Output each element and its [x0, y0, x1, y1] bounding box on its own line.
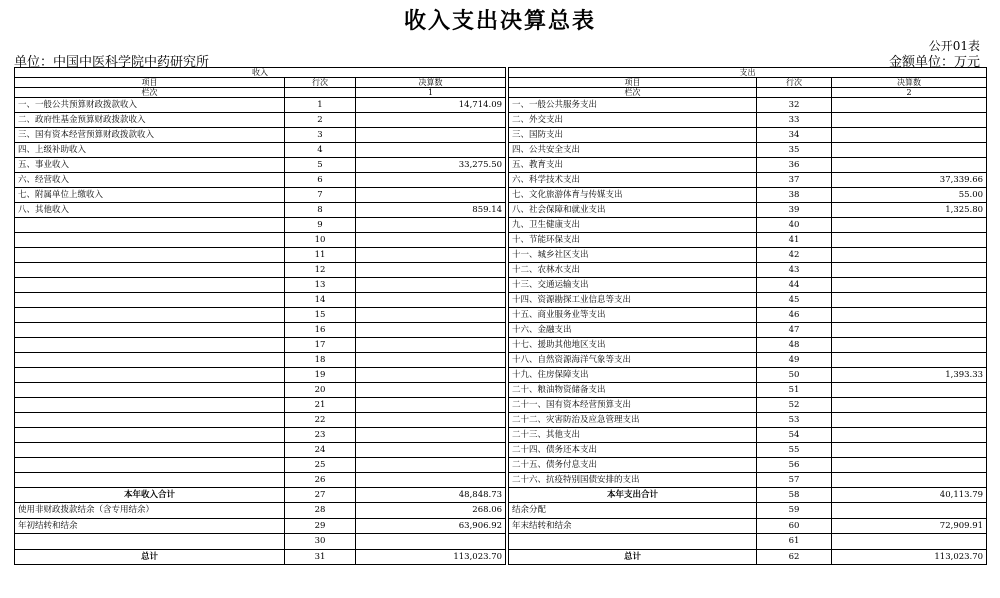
expense-amount	[832, 458, 987, 473]
expense-item: 三、国防支出	[509, 128, 757, 143]
income-item	[15, 323, 285, 338]
income-amount	[356, 293, 506, 308]
expense-amount	[832, 503, 987, 518]
expense-line-no: 32	[757, 98, 832, 113]
expense-item: 一、一般公共服务支出	[509, 98, 757, 113]
expense-line-no: 59	[757, 503, 832, 518]
income-amount	[356, 173, 506, 188]
expense-section-header: 支出	[509, 68, 987, 78]
expense-line-no: 52	[757, 398, 832, 413]
income-amount	[356, 113, 506, 128]
expense-line-no: 61	[757, 534, 832, 549]
income-item	[15, 428, 285, 443]
expense-amount	[832, 534, 987, 549]
income-summary-item: 本年收入合计	[15, 488, 285, 503]
expense-amount	[832, 98, 987, 113]
expense-summary-item: 年末结转和结余	[509, 518, 757, 533]
income-col-label: 栏次	[15, 88, 285, 98]
expense-line-no: 62	[757, 549, 832, 564]
table-row	[15, 128, 987, 143]
expense-line-no: 38	[757, 188, 832, 203]
expense-line-no: 43	[757, 263, 832, 278]
expense-amount	[832, 443, 987, 458]
expense-line-no: 44	[757, 278, 832, 293]
expense-line-no: 57	[757, 473, 832, 488]
expense-item: 二十四、债务还本支出	[509, 443, 757, 458]
reporting-unit: 单位：中国中医科学院中药研究所	[14, 55, 210, 70]
expense-line-no: 45	[757, 293, 832, 308]
expense-amount	[832, 158, 987, 173]
income-item: 二、政府性基金预算财政拨款收入	[15, 113, 285, 128]
expense-item: 十五、商业服务业等支出	[509, 308, 757, 323]
income-amount	[356, 248, 506, 263]
income-col-empty	[285, 88, 356, 98]
income-line-no: 29	[285, 518, 356, 533]
income-line-no: 17	[285, 338, 356, 353]
income-amount	[356, 308, 506, 323]
table-row	[15, 113, 987, 128]
income-line-no: 31	[285, 549, 356, 564]
expense-item: 二十二、灾害防治及应急管理支出	[509, 413, 757, 428]
income-line-no: 28	[285, 503, 356, 518]
expense-item: 十二、农林水支出	[509, 263, 757, 278]
expense-line-no: 55	[757, 443, 832, 458]
table-row	[15, 218, 987, 233]
table-row	[15, 338, 987, 353]
income-item: 七、附属单位上缴收入	[15, 188, 285, 203]
expense-item: 二十六、抗疫特别国债安排的支出	[509, 473, 757, 488]
summary-row	[15, 488, 987, 503]
expense-line-no: 48	[757, 338, 832, 353]
income-item	[15, 383, 285, 398]
expense-line-no: 34	[757, 128, 832, 143]
income-line-no: 24	[285, 443, 356, 458]
income-line-no: 6	[285, 173, 356, 188]
income-line-no: 3	[285, 128, 356, 143]
summary-row	[15, 518, 987, 533]
expense-amount: 113,023.70	[832, 549, 987, 564]
expense-col-empty	[757, 88, 832, 98]
income-section-header: 收入	[15, 68, 506, 78]
expense-amount	[832, 263, 987, 278]
expense-amount	[832, 233, 987, 248]
income-line-no: 13	[285, 278, 356, 293]
table-row	[15, 203, 987, 218]
income-summary-item: 使用非财政拨款结余（含专用结余）	[15, 503, 285, 518]
table-row	[15, 353, 987, 368]
expense-line-no: 51	[757, 383, 832, 398]
expense-item: 十九、住房保障支出	[509, 368, 757, 383]
income-item	[15, 263, 285, 278]
expense-item: 七、文化旅游体育与传媒支出	[509, 188, 757, 203]
income-line-no: 8	[285, 203, 356, 218]
income-line-no: 18	[285, 353, 356, 368]
income-line-no: 15	[285, 308, 356, 323]
income-item-header: 项目	[15, 78, 285, 88]
summary-row	[15, 549, 987, 564]
expense-line-no: 49	[757, 353, 832, 368]
expense-summary-item: 总计	[509, 549, 757, 564]
income-item: 四、上级补助收入	[15, 143, 285, 158]
expense-item: 五、教育支出	[509, 158, 757, 173]
table-row	[15, 278, 987, 293]
expense-amount	[832, 248, 987, 263]
income-amount	[356, 443, 506, 458]
expense-amount	[832, 398, 987, 413]
income-amount	[356, 398, 506, 413]
amount-unit: 金额单位：万元	[888, 55, 980, 70]
income-item: 一、一般公共预算财政拨款收入	[15, 98, 285, 113]
expense-col-index: 2	[832, 88, 987, 98]
income-item	[15, 473, 285, 488]
table-row	[15, 143, 987, 158]
expense-amount	[832, 353, 987, 368]
expense-line-no: 50	[757, 368, 832, 383]
expense-line-no: 54	[757, 428, 832, 443]
expense-line-no: 37	[757, 173, 832, 188]
expense-amount	[832, 413, 987, 428]
expense-line-no: 39	[757, 203, 832, 218]
expense-amount: 1,393.33	[832, 368, 987, 383]
income-line-no: 10	[285, 233, 356, 248]
income-amount	[356, 233, 506, 248]
expense-amount	[832, 383, 987, 398]
column-index-row	[15, 88, 987, 98]
income-amount: 63,906.92	[356, 518, 506, 533]
income-line-no: 20	[285, 383, 356, 398]
table-row	[15, 383, 987, 398]
table-row	[15, 263, 987, 278]
income-line-no: 16	[285, 323, 356, 338]
expense-amount	[832, 473, 987, 488]
income-line-no: 23	[285, 428, 356, 443]
expense-line-no: 36	[757, 158, 832, 173]
table-row	[15, 158, 987, 173]
form-code: 公开01表	[928, 39, 980, 53]
expense-item-header: 项目	[509, 78, 757, 88]
income-item	[15, 353, 285, 368]
income-item	[15, 458, 285, 473]
table-row	[15, 188, 987, 203]
expense-amount	[832, 128, 987, 143]
income-amount-header: 决算数	[356, 78, 506, 88]
income-item	[15, 413, 285, 428]
expense-col-label: 栏次	[509, 88, 757, 98]
expense-amount: 40,113.79	[832, 488, 987, 503]
expense-item: 八、社会保障和就业支出	[509, 203, 757, 218]
expense-line-no: 47	[757, 323, 832, 338]
expense-item: 九、卫生健康支出	[509, 218, 757, 233]
income-line-header: 行次	[285, 78, 356, 88]
table-row	[15, 458, 987, 473]
income-amount	[356, 263, 506, 278]
expense-item: 十四、资源勘探工业信息等支出	[509, 293, 757, 308]
expense-line-no: 53	[757, 413, 832, 428]
income-item: 五、事业收入	[15, 158, 285, 173]
income-amount	[356, 143, 506, 158]
income-line-no: 7	[285, 188, 356, 203]
table-row	[15, 428, 987, 443]
income-item	[15, 248, 285, 263]
expense-line-no: 60	[757, 518, 832, 533]
page-title: 收入支出决算总表	[403, 9, 596, 34]
expense-item: 十八、自然资源海洋气象等支出	[509, 353, 757, 368]
income-line-no: 2	[285, 113, 356, 128]
expense-item: 十、节能环保支出	[509, 233, 757, 248]
income-line-no: 5	[285, 158, 356, 173]
table-row	[15, 173, 987, 188]
income-item: 六、经营收入	[15, 173, 285, 188]
income-amount	[356, 338, 506, 353]
expense-summary-item: 本年支出合计	[509, 488, 757, 503]
expense-line-no: 58	[757, 488, 832, 503]
table-row	[15, 248, 987, 263]
section-header-row	[15, 68, 987, 78]
income-amount	[356, 458, 506, 473]
expense-item: 四、公共安全支出	[509, 143, 757, 158]
expense-amount: 1,325.80	[832, 203, 987, 218]
income-col-index: 1	[356, 88, 506, 98]
income-line-no: 27	[285, 488, 356, 503]
income-summary-item	[15, 534, 285, 549]
summary-row	[15, 503, 987, 518]
table-row	[15, 98, 987, 113]
expense-amount: 55.00	[832, 188, 987, 203]
expense-amount	[832, 338, 987, 353]
income-item	[15, 368, 285, 383]
expense-item: 二十、粮油物资储备支出	[509, 383, 757, 398]
expense-line-no: 56	[757, 458, 832, 473]
expense-item: 二十三、其他支出	[509, 428, 757, 443]
income-line-no: 4	[285, 143, 356, 158]
income-line-no: 21	[285, 398, 356, 413]
expense-line-no: 33	[757, 113, 832, 128]
table-row	[15, 398, 987, 413]
income-amount: 268.06	[356, 503, 506, 518]
income-amount	[356, 218, 506, 233]
income-amount: 33,275.50	[356, 158, 506, 173]
table-row	[15, 443, 987, 458]
income-amount: 14,714.09	[356, 98, 506, 113]
income-amount: 113,023.70	[356, 549, 506, 564]
income-line-no: 11	[285, 248, 356, 263]
expense-summary-item	[509, 534, 757, 549]
expense-item: 十三、交通运输支出	[509, 278, 757, 293]
expense-amount: 72,909.91	[832, 518, 987, 533]
expense-item: 二十五、债务付息支出	[509, 458, 757, 473]
expense-item: 十七、援助其他地区支出	[509, 338, 757, 353]
expense-item: 二、外交支出	[509, 113, 757, 128]
expense-amount-header: 决算数	[832, 78, 987, 88]
table-row	[15, 293, 987, 308]
expense-item: 六、科学技术支出	[509, 173, 757, 188]
expense-line-header: 行次	[757, 78, 832, 88]
income-amount	[356, 128, 506, 143]
table-row	[15, 368, 987, 383]
income-line-no: 14	[285, 293, 356, 308]
income-summary-item: 年初结转和结余	[15, 518, 285, 533]
expense-amount	[832, 278, 987, 293]
income-line-no: 30	[285, 534, 356, 549]
income-amount	[356, 323, 506, 338]
expense-amount	[832, 143, 987, 158]
table-row	[15, 308, 987, 323]
income-amount	[356, 534, 506, 549]
income-item	[15, 443, 285, 458]
expense-amount: 37,339.66	[832, 173, 987, 188]
expense-amount	[832, 428, 987, 443]
table-row	[15, 413, 987, 428]
income-line-no: 26	[285, 473, 356, 488]
expense-item: 十一、城乡社区支出	[509, 248, 757, 263]
income-line-no: 22	[285, 413, 356, 428]
income-item	[15, 218, 285, 233]
income-amount	[356, 428, 506, 443]
income-item: 八、其他收入	[15, 203, 285, 218]
income-line-no: 1	[285, 98, 356, 113]
income-item	[15, 278, 285, 293]
income-item	[15, 293, 285, 308]
table-row	[15, 233, 987, 248]
income-amount	[356, 188, 506, 203]
table-row	[15, 323, 987, 338]
income-item	[15, 308, 285, 323]
expense-amount	[832, 323, 987, 338]
expense-amount	[832, 308, 987, 323]
income-amount: 48,848.73	[356, 488, 506, 503]
income-expense-table	[14, 67, 987, 565]
income-item	[15, 338, 285, 353]
expense-line-no: 35	[757, 143, 832, 158]
column-header-row	[15, 78, 987, 88]
income-line-no: 25	[285, 458, 356, 473]
income-line-no: 9	[285, 218, 356, 233]
income-item	[15, 398, 285, 413]
table-row	[15, 473, 987, 488]
income-amount	[356, 383, 506, 398]
income-amount	[356, 368, 506, 383]
expense-line-no: 40	[757, 218, 832, 233]
income-amount: 859.14	[356, 203, 506, 218]
income-line-no: 19	[285, 368, 356, 383]
summary-row	[15, 534, 987, 549]
income-item	[15, 233, 285, 248]
income-amount	[356, 353, 506, 368]
income-line-no: 12	[285, 263, 356, 278]
expense-summary-item: 结余分配	[509, 503, 757, 518]
expense-amount	[832, 218, 987, 233]
expense-line-no: 46	[757, 308, 832, 323]
income-summary-item: 总计	[15, 549, 285, 564]
income-item: 三、国有资本经营预算财政拨款收入	[15, 128, 285, 143]
expense-amount	[832, 113, 987, 128]
expense-item: 二十一、国有资本经营预算支出	[509, 398, 757, 413]
expense-item: 十六、金融支出	[509, 323, 757, 338]
expense-line-no: 41	[757, 233, 832, 248]
expense-amount	[832, 293, 987, 308]
income-amount	[356, 278, 506, 293]
income-amount	[356, 473, 506, 488]
expense-line-no: 42	[757, 248, 832, 263]
income-amount	[356, 413, 506, 428]
